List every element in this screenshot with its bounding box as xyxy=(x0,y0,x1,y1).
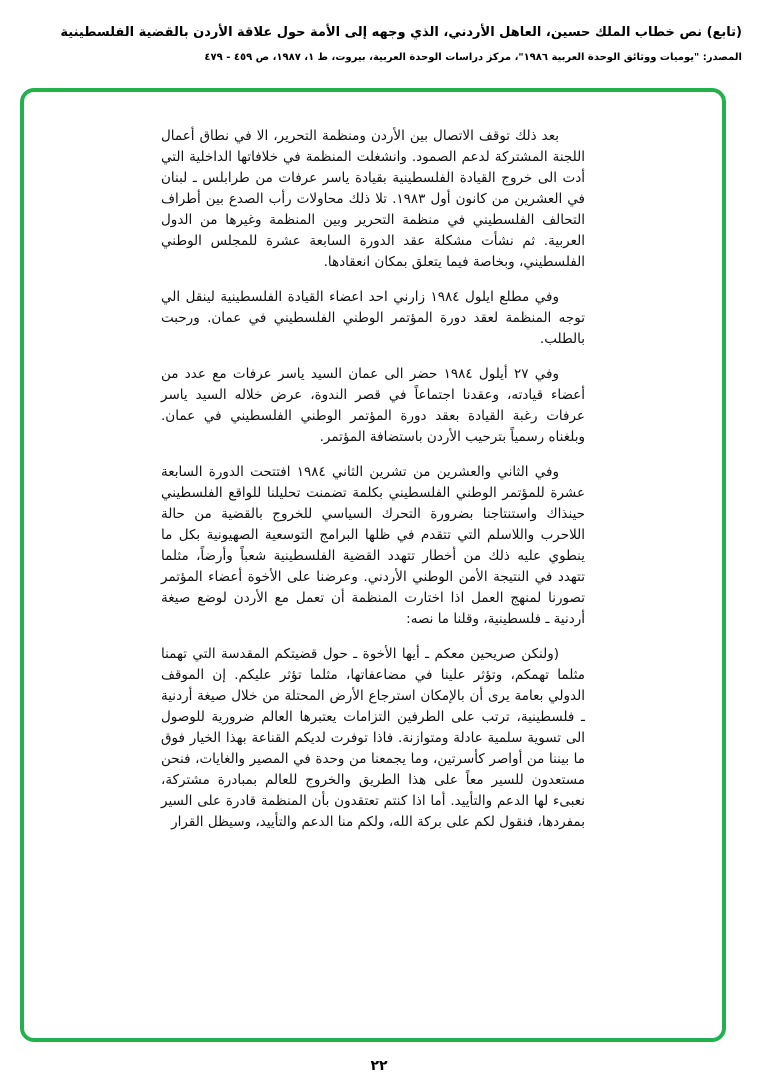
source-citation-line: المصدر: "يوميات ووثائق الوحدة العربية ١٩٨٦"، مركز دراسات الوحدة العربية، بيروت، ط ١، ١٩٨٧، ص ٤٥٩ - ٤٧٩ xyxy=(204,52,742,63)
body-paragraph-4: وفي الثاني والعشرين من تشرين الثاني ١٩٨٤ افتتحت الدورة السابعة عشرة للمؤتمر الوطني الفلسطيني بكلمة تضمنت تحليلنا للواقع الفلسطيني حينذاك واستنتاجنا بضرورة التحرك السياسي للخروج بالقضية من حالة اللاحرب واللاسلم التي تتقدم في ظلها البرامج التوسعية الصهيونية بكل ما ينطوي عليه ذلك من أخطار تتهدد القضية الفلسطينية شعباً وأرضاً، مثلما تتهدد في النتيجة الأمن الوطني الأردني. وعرضنا على الأخوة أعضاء المؤتمر تصورنا لمنهج العمل اذا اختارت المنظمة أن تعمل مع الأردن لوضع صيغة أردنية ـ فلسطينية، وقلنا ما نصه: xyxy=(161,464,585,627)
document-title: (تابع) نص خطاب الملك حسين، العاهل الأردني، الذي وجهه إلى الأمة حول علاقة الأردن بالقضية الفلسطينية xyxy=(60,25,742,40)
document-header xyxy=(16,24,742,65)
green-frame xyxy=(20,88,726,1042)
page-number: ٢٢ xyxy=(370,1058,388,1074)
body-paragraph-2: وفي مطلع ايلول ١٩٨٤ زارني احد اعضاء القيادة الفلسطينية لينقل الي توجه المنظمة لعقد دورة المؤتمر الوطني الفلسطيني في عمان. ورحبت بالطلب. xyxy=(161,289,585,347)
body-paragraph-5: (ولنكن صريحين معكم ـ أيها الأخوة ـ حول قضيتكم المقدسة التي تهمنا مثلما تهمكم، وتؤثر علينا في مضاعفاتها، مثلما تؤثر عليكم. إن الموقف الدولي بعامة يرى أن بالإمكان استرجاع الأرض المحتلة من خلال صيغة أردنية ـ فلسطينية، ترتب على الطرفين التزامات يعتبرها العالم ضرورية للوصول الى تسوية سلمية عادلة ومتوازنة. فاذا توفرت لديكم القناعة بهذا الخيار فوق ما بيننا من أواصر كأسرتين، وما يجمعنا من وحدة في المصير والغايات، فنحن مستعدون للسير معاً على هذا الطريق والخروج للعالم بمبادرة مشتركة، نعبىء لها الدعم والتأييد. أما اذا كنتم تعتقدون بأن المنظمة قادرة على السير بمفردها، فنقول لكم على بركة الله، ولكم منا الدعم والتأييد، وسيظل القرار xyxy=(161,646,585,830)
body-text-block xyxy=(161,126,585,833)
body-paragraph-1: بعد ذلك توقف الاتصال بين الأردن ومنظمة التحرير، الا في نطاق أعمال اللجنة المشتركة لدعم الصمود. وانشغلت المنظمة في خلافاتها الداخلية التي أدت الى خروج القيادة الفلسطينية بقيادة ياسر عرفات من طرابلس ـ لبنان في العشرين من كانون أول ١٩٨٣. تلا ذلك محاولات رأب الصدع بين أطراف التحالف الفلسطيني في منظمة التحرير وبين المنظمة وغيرها من الدول العربية. ثم نشأت مشكلة عقد الدورة السابعة عشرة للمجلس الوطني الفلسطيني، وبخاصة فيما يتعلق بمكان انعقادها. xyxy=(161,128,585,270)
body-paragraph-3: وفي ٢٧ أيلول ١٩٨٤ حضر الى عمان السيد ياسر عرفات مع عدد من أعضاء قيادته، وعقدنا اجتماعاً في قصر الندوة، عرض خلاله السيد ياسر عرفات رغبة القيادة بعقد دورة المؤتمر الوطني الفلسطيني في عمان. وبلغناه رسمياً بترحيب الأردن باستضافة المؤتمر. xyxy=(161,366,585,445)
